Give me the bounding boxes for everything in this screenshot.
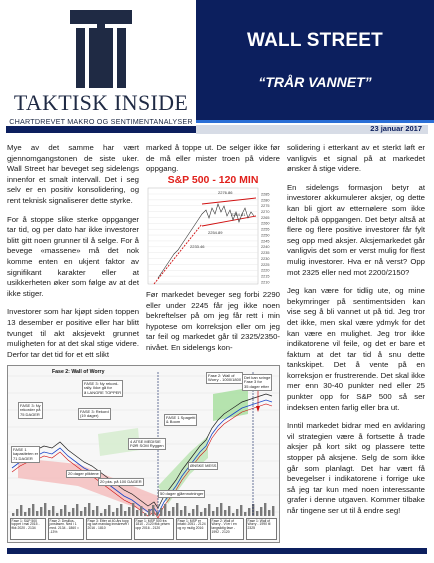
brand-name: TAKTISK INSIDE <box>13 90 189 115</box>
chart-annotation: FASE 3: Ny rekorder på 75 DAGER <box>18 402 43 419</box>
y-tick-labels <box>261 192 269 284</box>
phase-note: Fase 1: S&P 500 toppet i mai 2015 - fikk 2020 - 2134 <box>10 518 46 540</box>
volume-bar <box>80 511 82 516</box>
volume-bar <box>216 507 218 516</box>
volume-bar <box>40 507 42 516</box>
volume-bar <box>24 512 26 516</box>
volume-bar <box>92 510 94 516</box>
text-column-3 <box>287 143 425 525</box>
volume-bar <box>72 508 74 516</box>
paragraph: marked å toppe ut. De selger ikke før de må eller mister troen på videre oppgang. <box>146 143 280 174</box>
volume-bar <box>28 508 30 516</box>
y-tick-label: 2210 <box>261 280 270 285</box>
chart-annotation: FASE 3: Rekord (19 dager) <box>78 408 111 420</box>
phase-note: Fase 1: MSP 500 fra 1810 - 2120 fikk prisen opp 2016 - 2120 <box>134 518 174 540</box>
volume-bar <box>176 503 178 516</box>
title-rule <box>196 120 434 123</box>
text-column-2-bottom <box>146 290 280 354</box>
text-column-1 <box>7 143 139 368</box>
volume-bar <box>96 506 98 516</box>
chart-annotation: 20 dager pliktene <box>66 470 101 478</box>
volume-bar <box>172 507 174 516</box>
volume-bar <box>184 506 186 516</box>
plot-area <box>148 188 258 284</box>
title-panel <box>196 0 434 120</box>
volume-bar <box>64 505 66 516</box>
volume-bar <box>104 509 106 516</box>
volume-bar <box>60 509 62 516</box>
volume-bar <box>188 513 190 516</box>
y-tick-label: 2270 <box>261 210 270 214</box>
volume-bar <box>52 506 54 516</box>
y-tick-label: 2275 <box>261 204 270 209</box>
mini-chart-canvas <box>146 174 280 286</box>
paragraph: Før markedet beveger seg forbi 2290 eller under 2245 får jeg ikke noen bekreftelser på om jeg får rett i min hypotese om korreksjon eller om jeg tar feil og markedet går til 2325/2350-nivået. En sidelengs kon- <box>146 290 280 352</box>
header-bar <box>6 125 428 134</box>
volume-bar <box>256 511 258 516</box>
paragraph: Investorer som har kjøpt siden toppen 13 desember er positive eller har blitt tvunget til akt aksjevekt grunnet muligheten for at det skal stige videre. Derfor tar det tid for et ett slikt <box>7 307 139 359</box>
volume-bar <box>16 509 18 516</box>
volume-bar <box>168 511 170 516</box>
volume-bar <box>144 513 146 516</box>
volume-bar <box>228 506 230 516</box>
volume-bar <box>264 503 266 516</box>
volume-bar <box>268 510 270 516</box>
y-tick-label: 2230 <box>261 256 270 261</box>
volume-bar <box>44 503 46 516</box>
y-tick-label: 2240 <box>261 245 270 250</box>
y-tick-label: 2220 <box>261 268 270 273</box>
volume-bar <box>108 505 110 516</box>
paragraph: En sidelengs formasjon betyr at investorer akkumulerer aksjer, og dette kan bli gjort av etternølere som ikke deltok på oppgangen. Det betyr altså at flere og flere positive investorer får fylt seg opp med aksjer. Aksjemarkedet går vanligvis det som er verst mulig for flest mulig investorer. Hva er nå verst? Opp mot 2325 eller ned mot 2200/2150? <box>287 182 425 277</box>
y-tick-label: 2215 <box>261 274 270 279</box>
volume-bar <box>248 508 250 516</box>
volume-bar <box>152 505 154 516</box>
y-tick-label: 2250 <box>261 233 270 238</box>
y-tick-label: 2260 <box>261 221 270 226</box>
volume-bar <box>112 512 114 516</box>
chart-annotation: 4 ATSE MEDISIE FØR SOM Ryggen <box>128 438 166 450</box>
y-tick-label: 2265 <box>261 215 270 220</box>
phase-note: Fase 2: Wall of Worry - Vi er i en langsiktig fase - 1992 - 2120 <box>210 518 244 540</box>
chart-annotation: FASE 3: Ny rekord- rally. Ikke gå for å LANGRE TOPPER <box>82 380 123 397</box>
issue-date: 23 januar 2017 <box>370 124 422 133</box>
volume-bar <box>180 510 182 516</box>
volume-bar <box>164 504 166 516</box>
paragraph: For å stoppe slike sterke oppganger tar tid, og per dato har ikke investorer blitt gitt noen grunner til å selge. For å bevege «massene» må det nok komme enten en ukjent faktor av signifikant karakter eller at usikkerheten øker som følge av at det ikke stiger. <box>7 214 139 298</box>
chart-annotation: Det kan svinge Fase 3 for 35 dager etter <box>242 374 272 391</box>
volume-bar <box>192 509 194 516</box>
paragraph: Mye av det samme har vært gjennomgangstonen de siste uker. Wall Street har beveget seg sidelengs innenfor et smalt intervall. Det i seg selv er en positiv konsolidering, og rent teknisk signaliserer dette styrke. <box>7 143 139 205</box>
header-bar-left <box>6 126 196 133</box>
volume-bar <box>68 512 70 516</box>
chart-title: S&P 500 - 120 MIN <box>167 174 259 186</box>
volume-bar <box>76 504 78 516</box>
volume-bar <box>36 511 38 516</box>
volume-bar <box>88 503 90 516</box>
volume-bar <box>128 507 130 516</box>
wall-of-worry-chart <box>7 365 280 543</box>
volume-bar <box>116 508 118 516</box>
chart-annotation: 20 pks. på 100 DAGER <box>98 478 144 486</box>
volume-bar <box>224 510 226 516</box>
paragraph: solidering i etterkant av et sterkt løft er vanligvis et signal på at markedet ønsker å stige videre. <box>287 143 425 174</box>
volume-bar <box>84 507 86 516</box>
chart-annotation: ØNSKE MESS <box>188 462 218 470</box>
paragraph: Jeg kan være for tidlig ute, og mine bekymringer på sentimentsiden kan vise seg å bli vannet ut på tid. Jeg tror det ikke, men skal være ydmyk for det kan være en mulighet. Jeg tror ikke indikatorene vil feile, og det er bare et faktum at det tar tid å snu dette tankskipet. Det å vente på en korreksjon er frustrerende. Det skal ikke mer enn 30-40 punkter ned eller 25 punkter opp for S&P 500 så ser indeksen enten farlig eller bra ut. <box>287 286 425 412</box>
volume-bar <box>12 513 14 516</box>
volume-bar <box>136 510 138 516</box>
volume-bar <box>160 508 162 516</box>
volume-bar <box>204 508 206 516</box>
y-tick-label: 2225 <box>261 262 270 267</box>
y-tick-label: 2255 <box>261 227 270 232</box>
y-tick-label: 2235 <box>261 251 270 256</box>
volume-bar <box>232 513 234 516</box>
volume-bar <box>100 513 102 516</box>
phase-note: Fase 2: Desillus-jonsfasen. Ned i 1 mnd. 2134 - 1860 = -13% <box>48 518 84 540</box>
chart-annotation: FASE 1 Spagetti & Boom <box>164 414 197 426</box>
volume-bar <box>48 510 50 516</box>
volume-bar <box>208 504 210 516</box>
price-annotation: 2276.86 <box>218 190 233 195</box>
phase-label: Fase 2: Wall of Worry <box>52 369 105 375</box>
price-annotation: 2264.81 <box>231 212 246 217</box>
volume-bar <box>120 504 122 516</box>
volume-bar <box>32 504 34 516</box>
volume-bar <box>212 511 214 516</box>
big-chart-canvas <box>8 366 279 542</box>
sp500-120min-chart <box>146 174 280 286</box>
chart-annotation: FASE 1 kapasiteten er 71 DAGER <box>11 446 40 463</box>
volume-bar <box>132 503 134 516</box>
volume-bar <box>56 513 58 516</box>
volume-bar <box>148 509 150 516</box>
y-tick-label: 2245 <box>261 239 270 244</box>
volume-bar <box>124 511 126 516</box>
chart-annotation: 50 dager gjåennotninger <box>158 490 205 498</box>
paragraph: Inntil markedet bidrar med en avklaring vil strategien være å fortsette å trade aksjer på kort sikt og plassere tette stopper på aksjene. Selg de som ikke går som planlagt. Det har vært få bevegelser i indikatorene i forrige uke så jeg tar kun med noen interessante grafer i denne utgaven. Kommer tilbake når tingene ser ut til å endre seg! <box>287 421 425 515</box>
header-bar-right <box>196 125 428 134</box>
price-annotation: 2254.89 <box>208 230 223 235</box>
volume-bar <box>20 505 22 516</box>
building-pillars-icon <box>70 10 132 92</box>
volume-bar <box>196 505 198 516</box>
volume-bar <box>200 512 202 516</box>
phase-note: Fase 3: Etter at 40-års topp og lavt mandag innskrevet i 2016 - 1810 <box>86 518 132 540</box>
phase-note: Fase 1: MSP er intakt: 2051 - 2124 og ny mulig 2016 <box>176 518 208 540</box>
phase-note: Fase 1: Wall of Worry - 1990 til 2325 <box>246 518 277 540</box>
footer-bar <box>7 548 427 554</box>
masthead <box>0 0 434 148</box>
volume-bar <box>244 512 246 516</box>
volume-bar <box>260 507 262 516</box>
volume-bar <box>240 505 242 516</box>
brand-logo <box>6 8 196 126</box>
price-annotation: 2233.46 <box>190 244 205 249</box>
volume-bar <box>220 503 222 516</box>
volume-bar <box>272 506 274 516</box>
y-tick-label: 2280 <box>261 198 270 203</box>
chart-annotation: Fase 2: Wall of Worry - 1000/1800 <box>206 372 243 384</box>
volume-bar <box>140 506 142 516</box>
y-tick-label: 2285 <box>261 192 270 197</box>
page-subtitle: “TRÅR VANNET” <box>258 74 372 90</box>
volume-bar <box>236 509 238 516</box>
page-title: WALL STREET <box>247 30 383 51</box>
brand-tagline: CHARTDREVET MAKRO OG SENTIMENTANALYSER <box>9 117 193 126</box>
